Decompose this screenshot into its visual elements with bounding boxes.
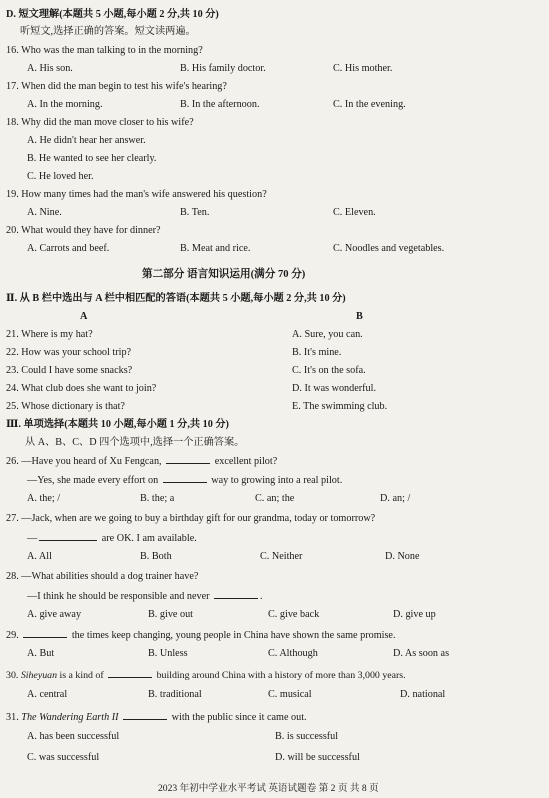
question-30-stem <box>6 668 406 682</box>
column-b-label: B <box>356 311 363 322</box>
section-3-heading: Ⅲ. 单项选择(本题共 10 小题,每小题 1 分,共 10 分) <box>6 419 229 430</box>
question-30-option-c: C. musical <box>268 689 312 700</box>
question-28-line-2 <box>27 589 263 603</box>
question-26-line-2 <box>27 473 342 487</box>
question-28-stem: 28. —What abilities should a dog trainer have? <box>6 571 199 582</box>
question-26-stem-end: excellent pilot? <box>214 456 278 467</box>
match-item-left: 25. Whose dictionary is that? <box>6 401 125 412</box>
question-30-option-a: A. central <box>27 689 68 700</box>
match-item-right: D. It was wonderful. <box>292 383 377 394</box>
match-item-right: C. It's on the sofa. <box>292 365 366 376</box>
question-28-line2-start: —I think he should be responsible and never <box>27 591 210 602</box>
section-3-instruction: 从 A、B、C、D 四个选项中,选择一个正确答案。 <box>25 437 245 448</box>
question-16-option-b: B. His family doctor. <box>180 63 266 74</box>
match-item-right: B. It's mine. <box>292 347 342 358</box>
question-28-option-a: A. give away <box>27 609 82 620</box>
question-27-stem: 27. —Jack, when are we going to buy a birthday gift for our grandma, today or tomorrow? <box>6 513 376 524</box>
question-28-option-c: C. give back <box>268 609 320 620</box>
question-number: 29. <box>6 630 19 641</box>
question-17-option-b: B. In the afternoon. <box>180 99 260 110</box>
question-27-option-d: D. None <box>385 551 420 562</box>
question-29-stem <box>6 628 396 642</box>
answer-blank <box>214 589 258 599</box>
question-17-option-c: C. In the evening. <box>333 99 406 110</box>
question-16-option-c: C. His mother. <box>333 63 393 74</box>
question-27-option-c: C. Neither <box>260 551 303 562</box>
question-29-option-b: B. Unless <box>148 648 188 659</box>
question-31-option-a: A. has been successful <box>27 731 120 742</box>
question-19-option-c: C. Eleven. <box>333 207 376 218</box>
answer-blank <box>163 473 207 483</box>
question-18-option-b: B. He wanted to see her clearly. <box>27 153 157 164</box>
question-18-option-a: A. He didn't hear her answer. <box>27 135 146 146</box>
answer-blank <box>39 531 97 541</box>
match-item-left: 22. How was your school trip? <box>6 347 132 358</box>
question-18-stem: 18. Why did the man move closer to his wife? <box>6 117 194 128</box>
question-17-stem: 17. When did the man begin to test his wife's hearing? <box>6 81 227 92</box>
match-item-left: 21. Where is my hat? <box>6 329 93 340</box>
question-31-option-c: C. was successful <box>27 752 100 763</box>
question-26-line2-start: —Yes, she made every effort on <box>27 475 159 486</box>
answer-blank <box>23 628 67 638</box>
question-26-stem-start: 26. —Have you heard of Xu Fengcan, <box>6 456 162 467</box>
question-17-option-a: A. In the morning. <box>27 99 103 110</box>
question-30-mid: is a kind of <box>59 670 104 681</box>
question-26-line-1 <box>6 454 277 468</box>
question-19-option-b: B. Ten. <box>180 207 210 218</box>
page-footer: 2023 年初中学业水平考试 英语试题卷 第 2 页 共 8 页 <box>158 783 379 794</box>
question-20-option-c: C. Noodles and vegetables. <box>333 243 445 254</box>
question-26-option-a: A. the; / <box>27 493 61 504</box>
question-28-option-d: D. give up <box>393 609 436 620</box>
question-27-option-b: B. Both <box>140 551 172 562</box>
question-30-rest: building around China with a history of more than 3,000 years. <box>156 670 406 681</box>
answer-blank <box>108 668 152 678</box>
question-26-option-d: D. an; / <box>380 493 411 504</box>
question-30-option-d: D. national <box>400 689 446 700</box>
match-item-right: A. Sure, you can. <box>292 329 363 340</box>
question-29-option-c: C. Although <box>268 648 318 659</box>
question-18-option-c: C. He loved her. <box>27 171 94 182</box>
question-26-option-c: C. an; the <box>255 493 295 504</box>
question-31-italic-title: The Wandering Earth II <box>21 712 119 723</box>
question-16-stem: 16. Who was the man talking to in the morning? <box>6 45 203 56</box>
question-30-italic-term: Siheyuan <box>20 670 58 681</box>
question-27-option-a: A. All <box>27 551 52 562</box>
dash: — <box>27 533 38 544</box>
question-31-option-d: D. will be successful <box>275 752 360 763</box>
question-26-line2-end: way to growing into a real pilot. <box>211 475 343 486</box>
question-26-option-b: B. the; a <box>140 493 175 504</box>
question-19-option-a: A. Nine. <box>27 207 62 218</box>
column-a-label: A <box>80 311 88 322</box>
question-20-stem: 20. What would they have for dinner? <box>6 225 161 236</box>
section-d-heading: D. 短文理解(本题共 5 小题,每小题 2 分,共 10 分) <box>6 9 219 20</box>
question-number: 31. <box>6 712 19 723</box>
match-item-left: 24. What club does she want to join? <box>6 383 157 394</box>
part-two-title: 第二部分 语言知识运用(满分 70 分) <box>142 269 306 280</box>
question-31-stem <box>6 710 307 724</box>
question-31-rest: with the public since it came out. <box>171 712 307 723</box>
answer-blank <box>123 710 167 720</box>
question-28-option-b: B. give out <box>148 609 193 620</box>
question-20-option-b: B. Meat and rice. <box>180 243 251 254</box>
question-number: 30. <box>6 670 19 681</box>
match-item-left: 23. Could I have some snacks? <box>6 365 133 376</box>
period: . <box>260 591 263 602</box>
question-19-stem: 19. How many times had the man's wife answered his question? <box>6 189 267 200</box>
question-20-option-a: A. Carrots and beef. <box>27 243 110 254</box>
question-29-rest: the times keep changing, young people in China have shown the same promise. <box>71 630 396 641</box>
question-29-option-a: A. But <box>27 648 55 659</box>
match-item-right: E. The swimming club. <box>292 401 388 412</box>
question-30-option-b: B. traditional <box>148 689 202 700</box>
question-27-line-2 <box>27 531 197 545</box>
question-27-line2-end: are OK. I am available. <box>101 533 197 544</box>
section-d-instruction: 听短文,选择正确的答案。短文读两遍。 <box>20 26 196 37</box>
section-2-heading: Ⅱ. 从 B 栏中选出与 A 栏中相匹配的答语(本题共 5 小题,每小题 2 分,共 10 分) <box>6 293 346 304</box>
question-31-option-b: B. is successful <box>275 731 339 742</box>
answer-blank <box>166 454 210 464</box>
question-29-option-d: D. As soon as <box>393 648 450 659</box>
question-16-option-a: A. His son. <box>27 63 73 74</box>
